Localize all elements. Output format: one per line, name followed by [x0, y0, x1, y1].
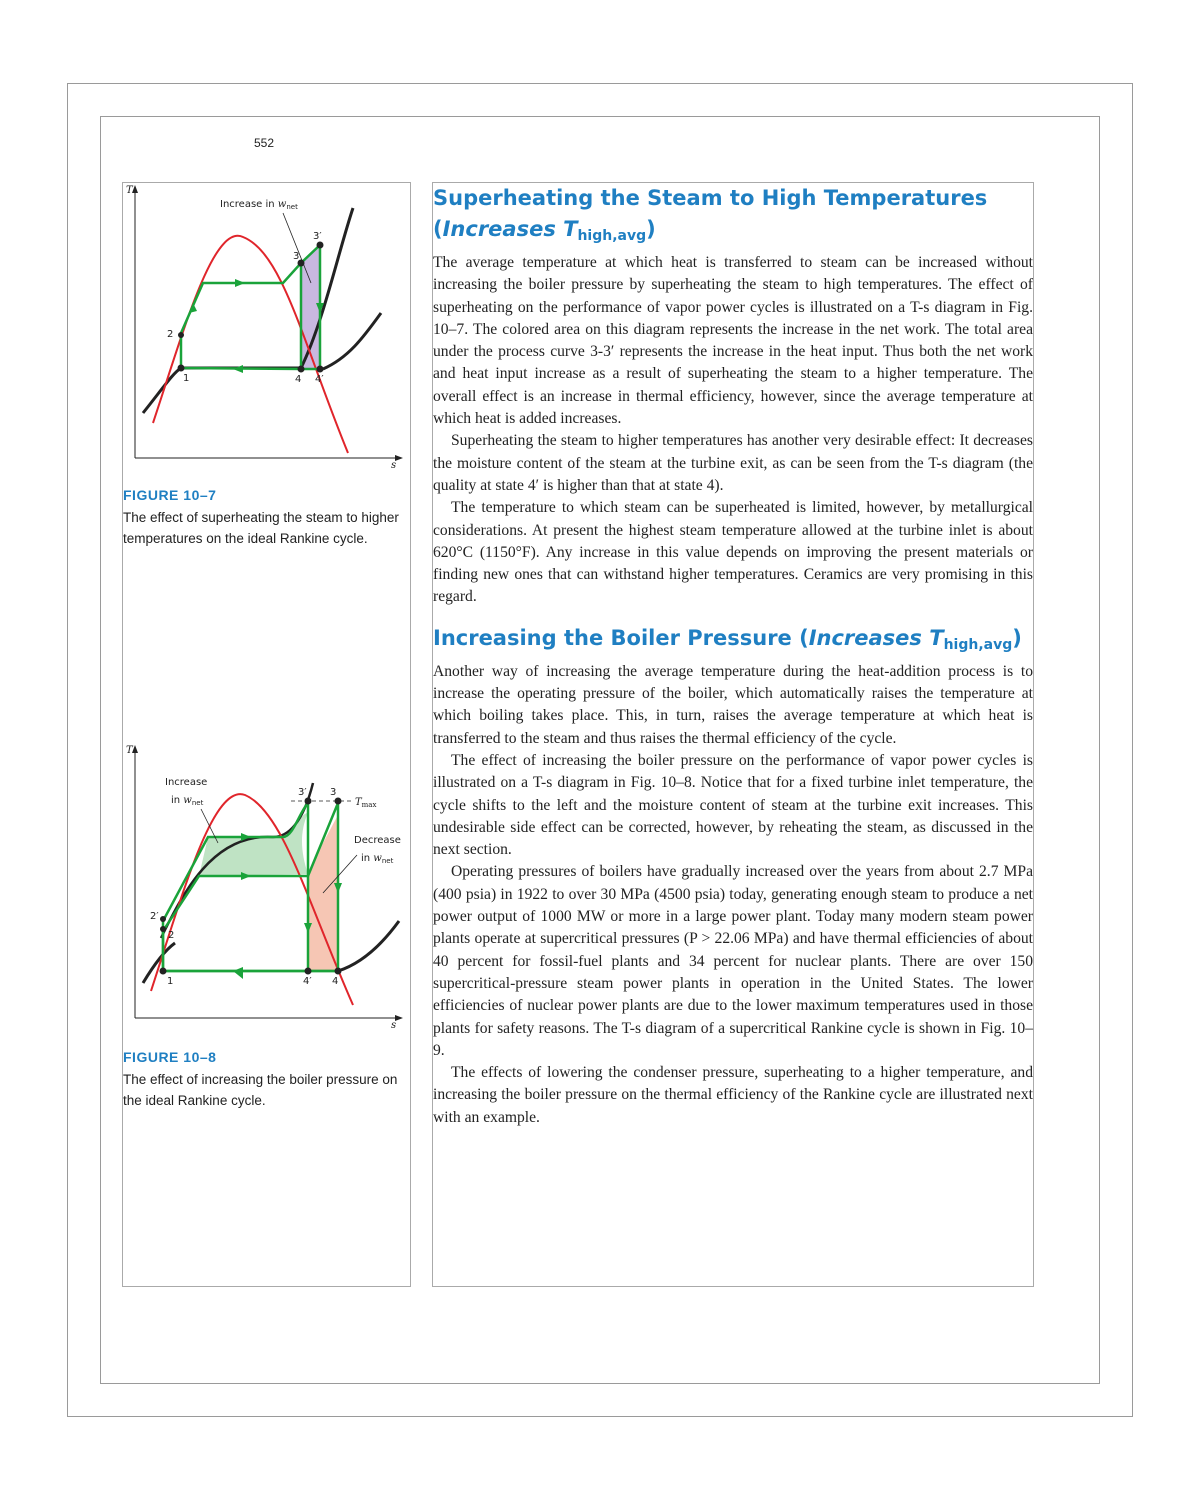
main-text-column: [432, 182, 1034, 1287]
fig8-s-axis-label: s: [391, 1020, 397, 1031]
fig8-increase-label-line2: in $w_{net}$: [171, 795, 204, 807]
fig8-point-2: 2: [168, 930, 175, 941]
figure-10-8-diagram: [123, 743, 410, 1043]
fig8-point-4prime: 4′: [303, 976, 312, 987]
section-2-heading: Increasing the Boiler Pressure (Increases $T_{high,avg}$): [433, 625, 1022, 653]
fig8-point-3: 3: [330, 787, 337, 798]
section-1-paragraph-2: Superheating the steam to higher temperatures has another very desirable effect: It decreases the moisture content of the steam at the turbine exit, as can be seen from the T-s diagram (the quality at state 4′ is higher than that at state 4).: [433, 432, 1033, 494]
fig7-point-3prime: 3′: [313, 231, 322, 242]
fig8-point-2prime: 2′: [150, 911, 159, 922]
fig7-t-axis-label: T: [126, 185, 133, 196]
figure-sidebar: [122, 182, 411, 1287]
fig7-annotation: Increase in $w_{net}$: [220, 199, 298, 211]
fig8-increase-label-line1: Increase: [165, 777, 208, 788]
section-1-paragraph-3: The temperature to which steam can be superheated is limited, however, by metallurgical considerations. At present the highest steam temperature allowed at the turbine inlet is about 620°C (1150°F). Any increase in this value depends on improving the present materials or finding new ones that can withstand higher temperatures. Ceramics are very promising in this regard.: [433, 499, 1033, 606]
fig7-arrow-condense: [233, 365, 243, 373]
fig8-tmax-label: $T_{max}$: [355, 797, 377, 809]
fig8-low-isobar-right: [338, 921, 399, 971]
fig7-s-axis-label: s: [391, 460, 397, 471]
section-1-body: [433, 252, 1033, 609]
fig7-point-4prime: 4′: [315, 374, 324, 385]
fig7-annotation-leader: [283, 213, 311, 283]
fig8-t-axis-label: T: [126, 745, 133, 756]
fig8-decrease-label-line2: in $w_{net}$: [361, 853, 394, 865]
figure-10-7-diagram: [123, 183, 410, 483]
section-2-paragraph-3: Operating pressures of boilers have gradually increased over the years from about 2.7 MPa (400 psia) in 1922 to over 30 MPa (4500 psia) today, generating enough steam to produce a net power output of 1000 MW or more in a large power plant. Today many modern steam power plants operate at supercritical pressures (P > 22.06 MPa) and have thermal efficiencies of about 40 percent for fossil-fuel plants and 34 percent for nuclear plants. There are over 150 supercritical-pressure steam power plants in operation in the United States. The lower efficiencies of nuclear power plants are due to the lower maximum temperatures used in those plants for safety reasons. The T-s diagram of a supercritical Rankine cycle is shown in Fig. 10–9.: [433, 863, 1033, 1059]
figure-10-7-label: FIGURE 10–7: [123, 487, 217, 503]
figure-10-8-label: FIGURE 10–8: [123, 1049, 217, 1065]
fig7-cycle-base: [181, 263, 301, 369]
fig7-point-2: 2: [167, 329, 174, 340]
figure-10-8-caption-block: [123, 1049, 408, 1111]
section-2-body: [433, 661, 1033, 1129]
fig8-point-4: 4: [332, 976, 339, 987]
figure-10-8-caption: The effect of increasing the boiler pressure on the ideal Rankine cycle.: [123, 1072, 398, 1108]
page-number: 552: [254, 136, 275, 150]
fig7-low-isobar: [323, 313, 381, 369]
section-1-paragraph-1: The average temperature at which heat is transferred to steam can be increased without increasing the boiler pressure by superheating the steam to high temperatures. The effect of superheating on the performance of vapor power cycles is illustrated on a T-s diagram in Fig. 10–7. The colored area on this diagram represents the increase in the net work. The total area under the process curve 3-3′ represents the increase in the heat input. Thus both the net work and heat input increase as a result of superheating the steam to a higher temperature. The overall effect is an increase in thermal efficiency, however, since the average temperature at which heat is added increases.: [433, 254, 1033, 428]
figure-10-7-caption: The effect of superheating the steam to higher temperatures on the ideal Rankine cycle.: [123, 510, 399, 546]
fig8-point-3prime: 3′: [298, 787, 307, 798]
fig7-point-3: 3: [293, 251, 300, 262]
fig8-decrease-label-line1: Decrease: [354, 835, 401, 846]
section-2-paragraph-2: The effect of increasing the boiler pressure on the performance of vapor power cycles is illustrated on a T-s diagram in Fig. 10–8. Notice that for a fixed turbine inlet temperature, the cycle shifts to the left and the moisture content of steam at the turbine exit increases. This undesirable side effect can be corrected, however, by reheating the steam, as discussed in the next section.: [433, 751, 1033, 859]
fig7-arrow-pump: [189, 303, 197, 313]
section-2-paragraph-1: Another way of increasing the average temperature during the heat-addition process is to increase the operating pressure of the boiler, which automatically raises the temperature at which boiling takes place. This, in turn, raises the average temperature at which heat is transferred to the steam and thus raises the thermal efficiency of the cycle.: [433, 662, 1033, 747]
fig7-point-4: 4: [295, 374, 302, 385]
fig7-arrow-boil: [235, 279, 245, 287]
fig8-point-1: 1: [167, 976, 174, 987]
fig7-point-1: 1: [183, 373, 190, 384]
section-2-paragraph-4: The effects of lowering the condenser pressure, superheating to a higher temperature, and increasing the boiler pressure on the thermal efficiency of the Rankine cycle are illustrated next with an example.: [433, 1064, 1033, 1126]
section-1-heading: Superheating the Steam to High Temperatures (Increases $T_{high,avg}$): [433, 186, 988, 244]
fig8-increase-area: [199, 813, 308, 876]
figure-10-7-caption-block: [123, 487, 408, 549]
